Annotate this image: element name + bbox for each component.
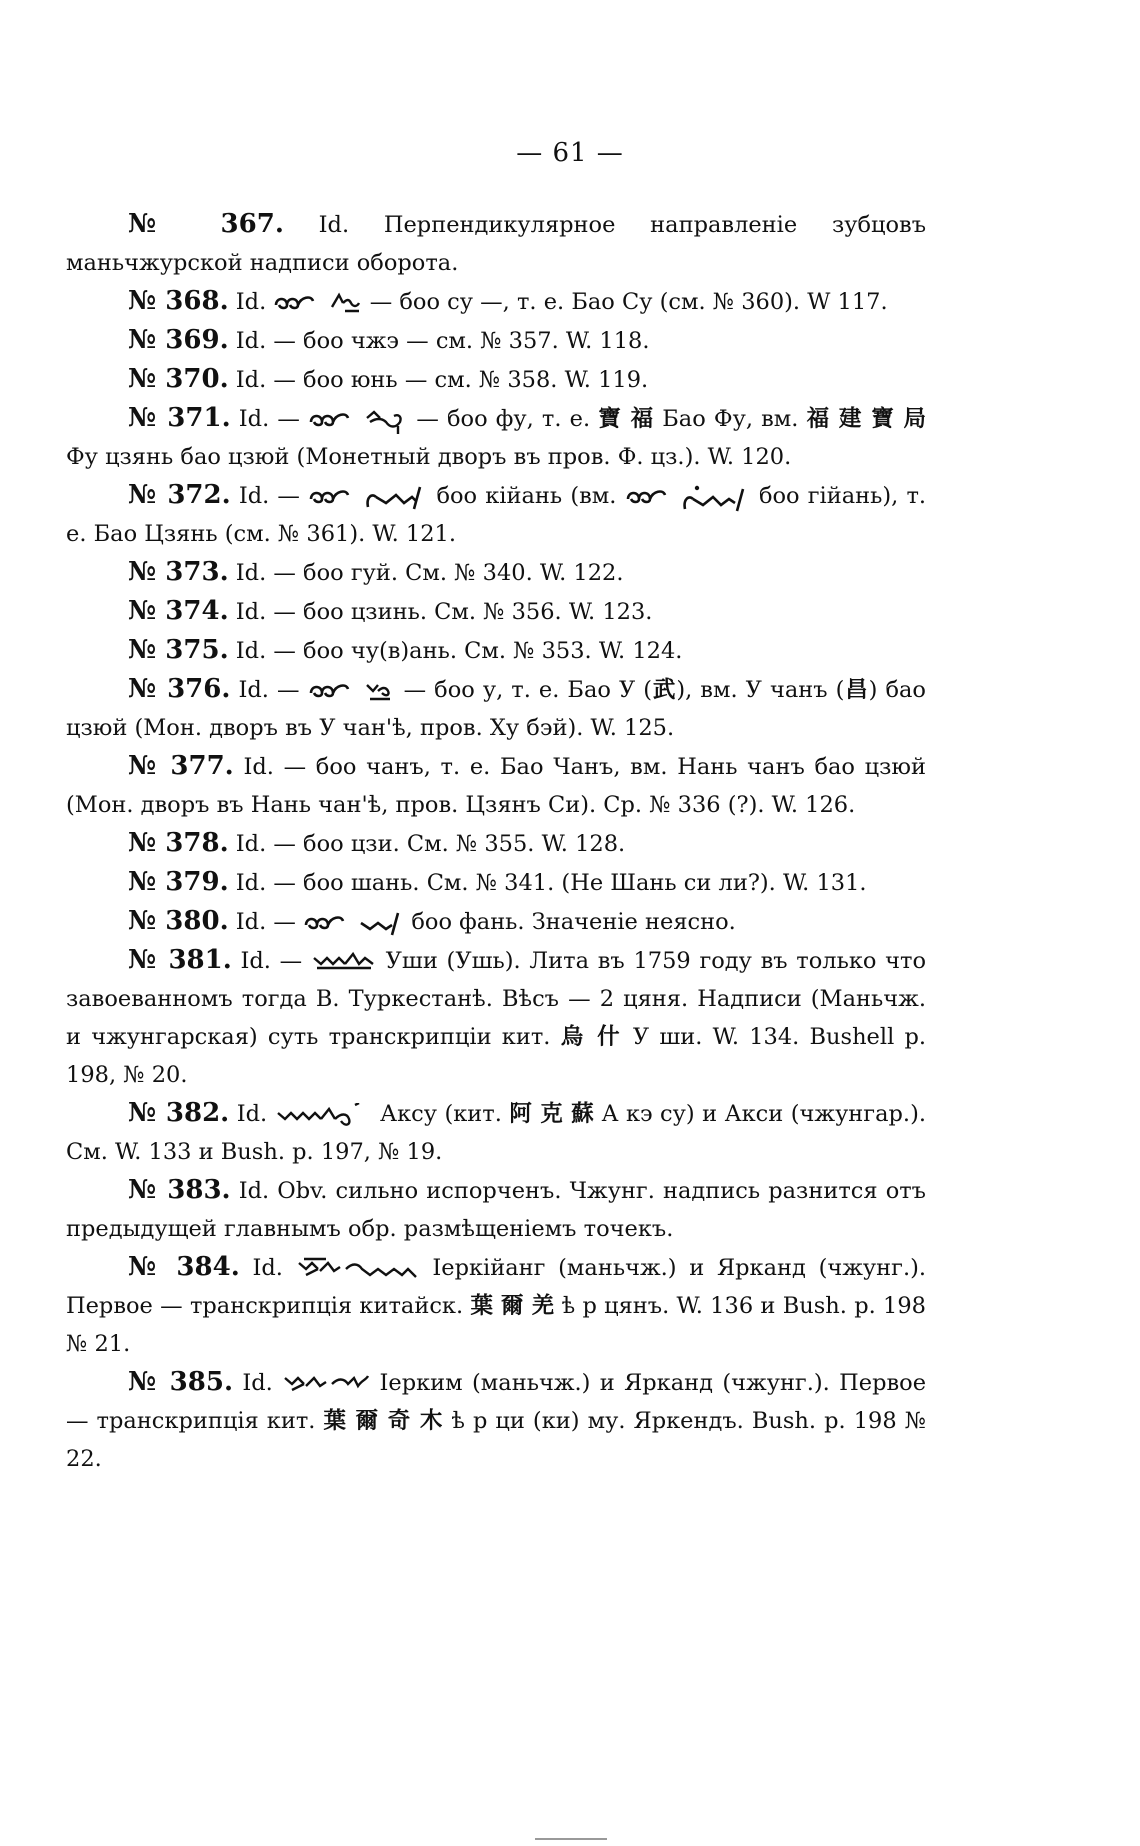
entry-text: Id. — боо чу(в)ань. См. № 353. W. 124. <box>235 638 683 664</box>
entry-text: Id. — <box>235 909 296 935</box>
entry-text: — боо фу, т. е. <box>416 406 591 432</box>
entry-383 <box>66 1171 926 1248</box>
entry-380 <box>66 902 926 941</box>
entry-number: № 382. <box>128 1098 230 1128</box>
entry-text: Аксу (кит. <box>380 1101 502 1127</box>
entry-378 <box>66 824 926 863</box>
entry-372 <box>66 476 926 553</box>
manchu-script-fu-icon <box>364 408 408 430</box>
entry-number: № 379. <box>128 867 229 897</box>
chinese-characters: 武 <box>652 677 677 703</box>
entry-text: Id. Obv. сильно испорченъ. Чжунг. надпись разнится отъ предыдущей главнымъ обр. размѣщеніемъ точекъ. <box>66 1178 926 1242</box>
manchu-script-yerkim-icon <box>282 1372 370 1394</box>
entry-374 <box>66 592 926 631</box>
page-number: — 61 — <box>516 138 624 168</box>
entry-text: Id. <box>236 1101 268 1127</box>
entry-381 <box>66 941 926 1094</box>
entry-text: Id. <box>242 1370 273 1396</box>
entry-text: Уши (Ушь). Лита въ 1759 году въ только что завоеванномъ тогда В. Туркестанѣ. Вѣсъ — 2 цяня. Надписи (Маньчж. и чжунгарская) суть транскрипціи кит. <box>66 948 927 1050</box>
entry-number: № 385. <box>128 1367 234 1397</box>
entry-text: боо фань. Значеніе неясно. <box>411 909 736 935</box>
manchu-script-yerkiyang-icon <box>296 1257 420 1279</box>
footer-rule <box>535 1838 607 1840</box>
entry-370 <box>66 360 926 399</box>
manchu-script-boo-icon <box>625 485 673 507</box>
manchu-script-boo-icon <box>273 291 321 313</box>
entry-text: — боо у, т. е. Бао У ( <box>403 677 653 703</box>
manchu-script-boo-icon <box>303 911 351 933</box>
entry-text: Id. — боо гуй. См. № 340. W. 122. <box>235 560 624 586</box>
entry-text: Іеркійанг (маньчж.) и Ярканд (чжунг.). Первое — транскрипція китайск. <box>66 1255 927 1319</box>
entry-376 <box>66 670 926 747</box>
entry-number: № 369. <box>128 325 229 355</box>
entry-text: Id. — <box>238 406 300 432</box>
entry-number: № 377. <box>128 751 234 781</box>
entry-text: Id. — боо юнь — см. № 358. W. 119. <box>235 367 649 393</box>
entry-371 <box>66 399 926 476</box>
entry-number: № 376. <box>128 674 231 704</box>
entry-number: № 374. <box>128 596 229 626</box>
entry-text: Id. — боо чжэ — см. № 357. W. 118. <box>235 328 650 354</box>
entry-368 <box>66 282 926 321</box>
manchu-script-u-icon <box>364 679 396 701</box>
entry-text: Фу цзянь бао цзюй (Монетный дворъ въ пров. Ф. цз.). W. 120. <box>66 444 792 470</box>
entry-number: № 380. <box>128 906 229 936</box>
manchu-script-fan-icon <box>358 911 404 933</box>
entry-text: боо кійань (вм. <box>436 483 617 509</box>
chinese-characters: 寶 福 <box>598 406 655 432</box>
entry-number: № 370. <box>128 364 229 394</box>
entry-text: Id. — боо цзинь. См. № 356. W. 123. <box>235 599 653 625</box>
manchu-script-ushi-icon <box>311 950 377 972</box>
entry-text: — боо су —, т. е. Бао Су (см. № 360). W 117. <box>369 289 888 315</box>
entry-text: Id. — боо цзи. См. № 355. W. 128. <box>235 831 626 857</box>
entry-text: Id. — <box>238 483 300 509</box>
manchu-script-su-icon <box>329 291 363 313</box>
entry-382 <box>66 1094 926 1171</box>
entry-text: А кэ су) и Акси (чжунгар.). См. W. 133 и Bush. p. 197, № 19. <box>66 1101 926 1165</box>
entry-377 <box>66 747 926 824</box>
entry-text: ѣ р ци (ки) му. Яркендъ. Bush. p. 198 № 22. <box>66 1408 927 1472</box>
entry-385 <box>66 1363 926 1478</box>
entry-375 <box>66 631 926 670</box>
entry-text: ), вм. У чанъ ( <box>676 677 845 703</box>
entry-number: № 381. <box>128 945 232 975</box>
manchu-script-aksu-icon <box>275 1103 373 1125</box>
entry-text: Id. <box>252 1255 283 1281</box>
entry-367 <box>66 205 926 282</box>
entry-number: № 373. <box>128 557 229 587</box>
entry-text: боо гійань), т. е. Бао Цзянь (см. № 361). W. 121. <box>66 483 927 547</box>
entry-number: № 372. <box>128 480 231 510</box>
entry-number: № 367. <box>128 209 284 239</box>
catalogue-entries <box>66 205 926 1478</box>
entry-number: № 368. <box>128 286 229 316</box>
entry-379 <box>66 863 926 902</box>
entry-number: № 384. <box>128 1252 240 1282</box>
chinese-characters: 昌 <box>844 677 869 703</box>
entry-number: № 375. <box>128 635 229 665</box>
entry-text: Id. — боо шань. См. № 341. (Не Шань си ли?). W. 131. <box>235 870 867 896</box>
entry-text: Id. — <box>240 948 303 974</box>
entry-369 <box>66 321 926 360</box>
entry-text: ѣ р цянъ. W. 136 и Bush. p. 198 № 21. <box>66 1293 926 1357</box>
chinese-characters: 阿 克 蘇 <box>509 1101 594 1127</box>
manchu-script-kiyan-icon <box>364 485 428 507</box>
chinese-characters: 福 建 寶 局 <box>806 406 927 432</box>
entry-text: Id. Перпендикулярное направленіе зубцовъ маньчжурской надписи оборота. <box>66 212 927 276</box>
entry-text: Id. — боо чанъ, т. е. Бао Чанъ, вм. Нань чанъ бао цзюй (Мон. дворъ въ Нань чан'ѣ, пров. Цзянъ Си). Ср. № 336 (?). W. 126. <box>66 754 927 818</box>
entry-number: № 378. <box>128 828 229 858</box>
entry-text: ) бао цзюй (Мон. дворъ въ У чан'ѣ, пров. Ху бэй). W. 125. <box>66 677 926 741</box>
entry-number: № 383. <box>128 1175 231 1205</box>
entry-text: Бао Фу, вм. <box>662 406 799 432</box>
entry-384 <box>66 1248 926 1363</box>
manchu-script-boo-icon <box>308 485 356 507</box>
manchu-script-boo-icon <box>308 679 356 701</box>
entry-text: Id. — <box>238 677 300 703</box>
manchu-script-boo-icon <box>308 408 356 430</box>
entry-text: У ши. W. 134. Bushell p. 198, № 20. <box>66 1024 927 1088</box>
chinese-characters: 烏 什 <box>560 1024 623 1050</box>
manchu-script-giyan-icon <box>681 485 751 507</box>
chinese-characters: 葉 爾 羌 <box>470 1293 555 1319</box>
entry-text: Іерким (маньчж.) и Ярканд (чжунг.). Первое — транскрипція кит. <box>66 1370 927 1434</box>
entry-text: Id. <box>235 289 267 315</box>
entry-373 <box>66 553 926 592</box>
chinese-characters: 葉 爾 奇 木 <box>323 1408 444 1434</box>
entry-number: № 371. <box>128 403 231 433</box>
